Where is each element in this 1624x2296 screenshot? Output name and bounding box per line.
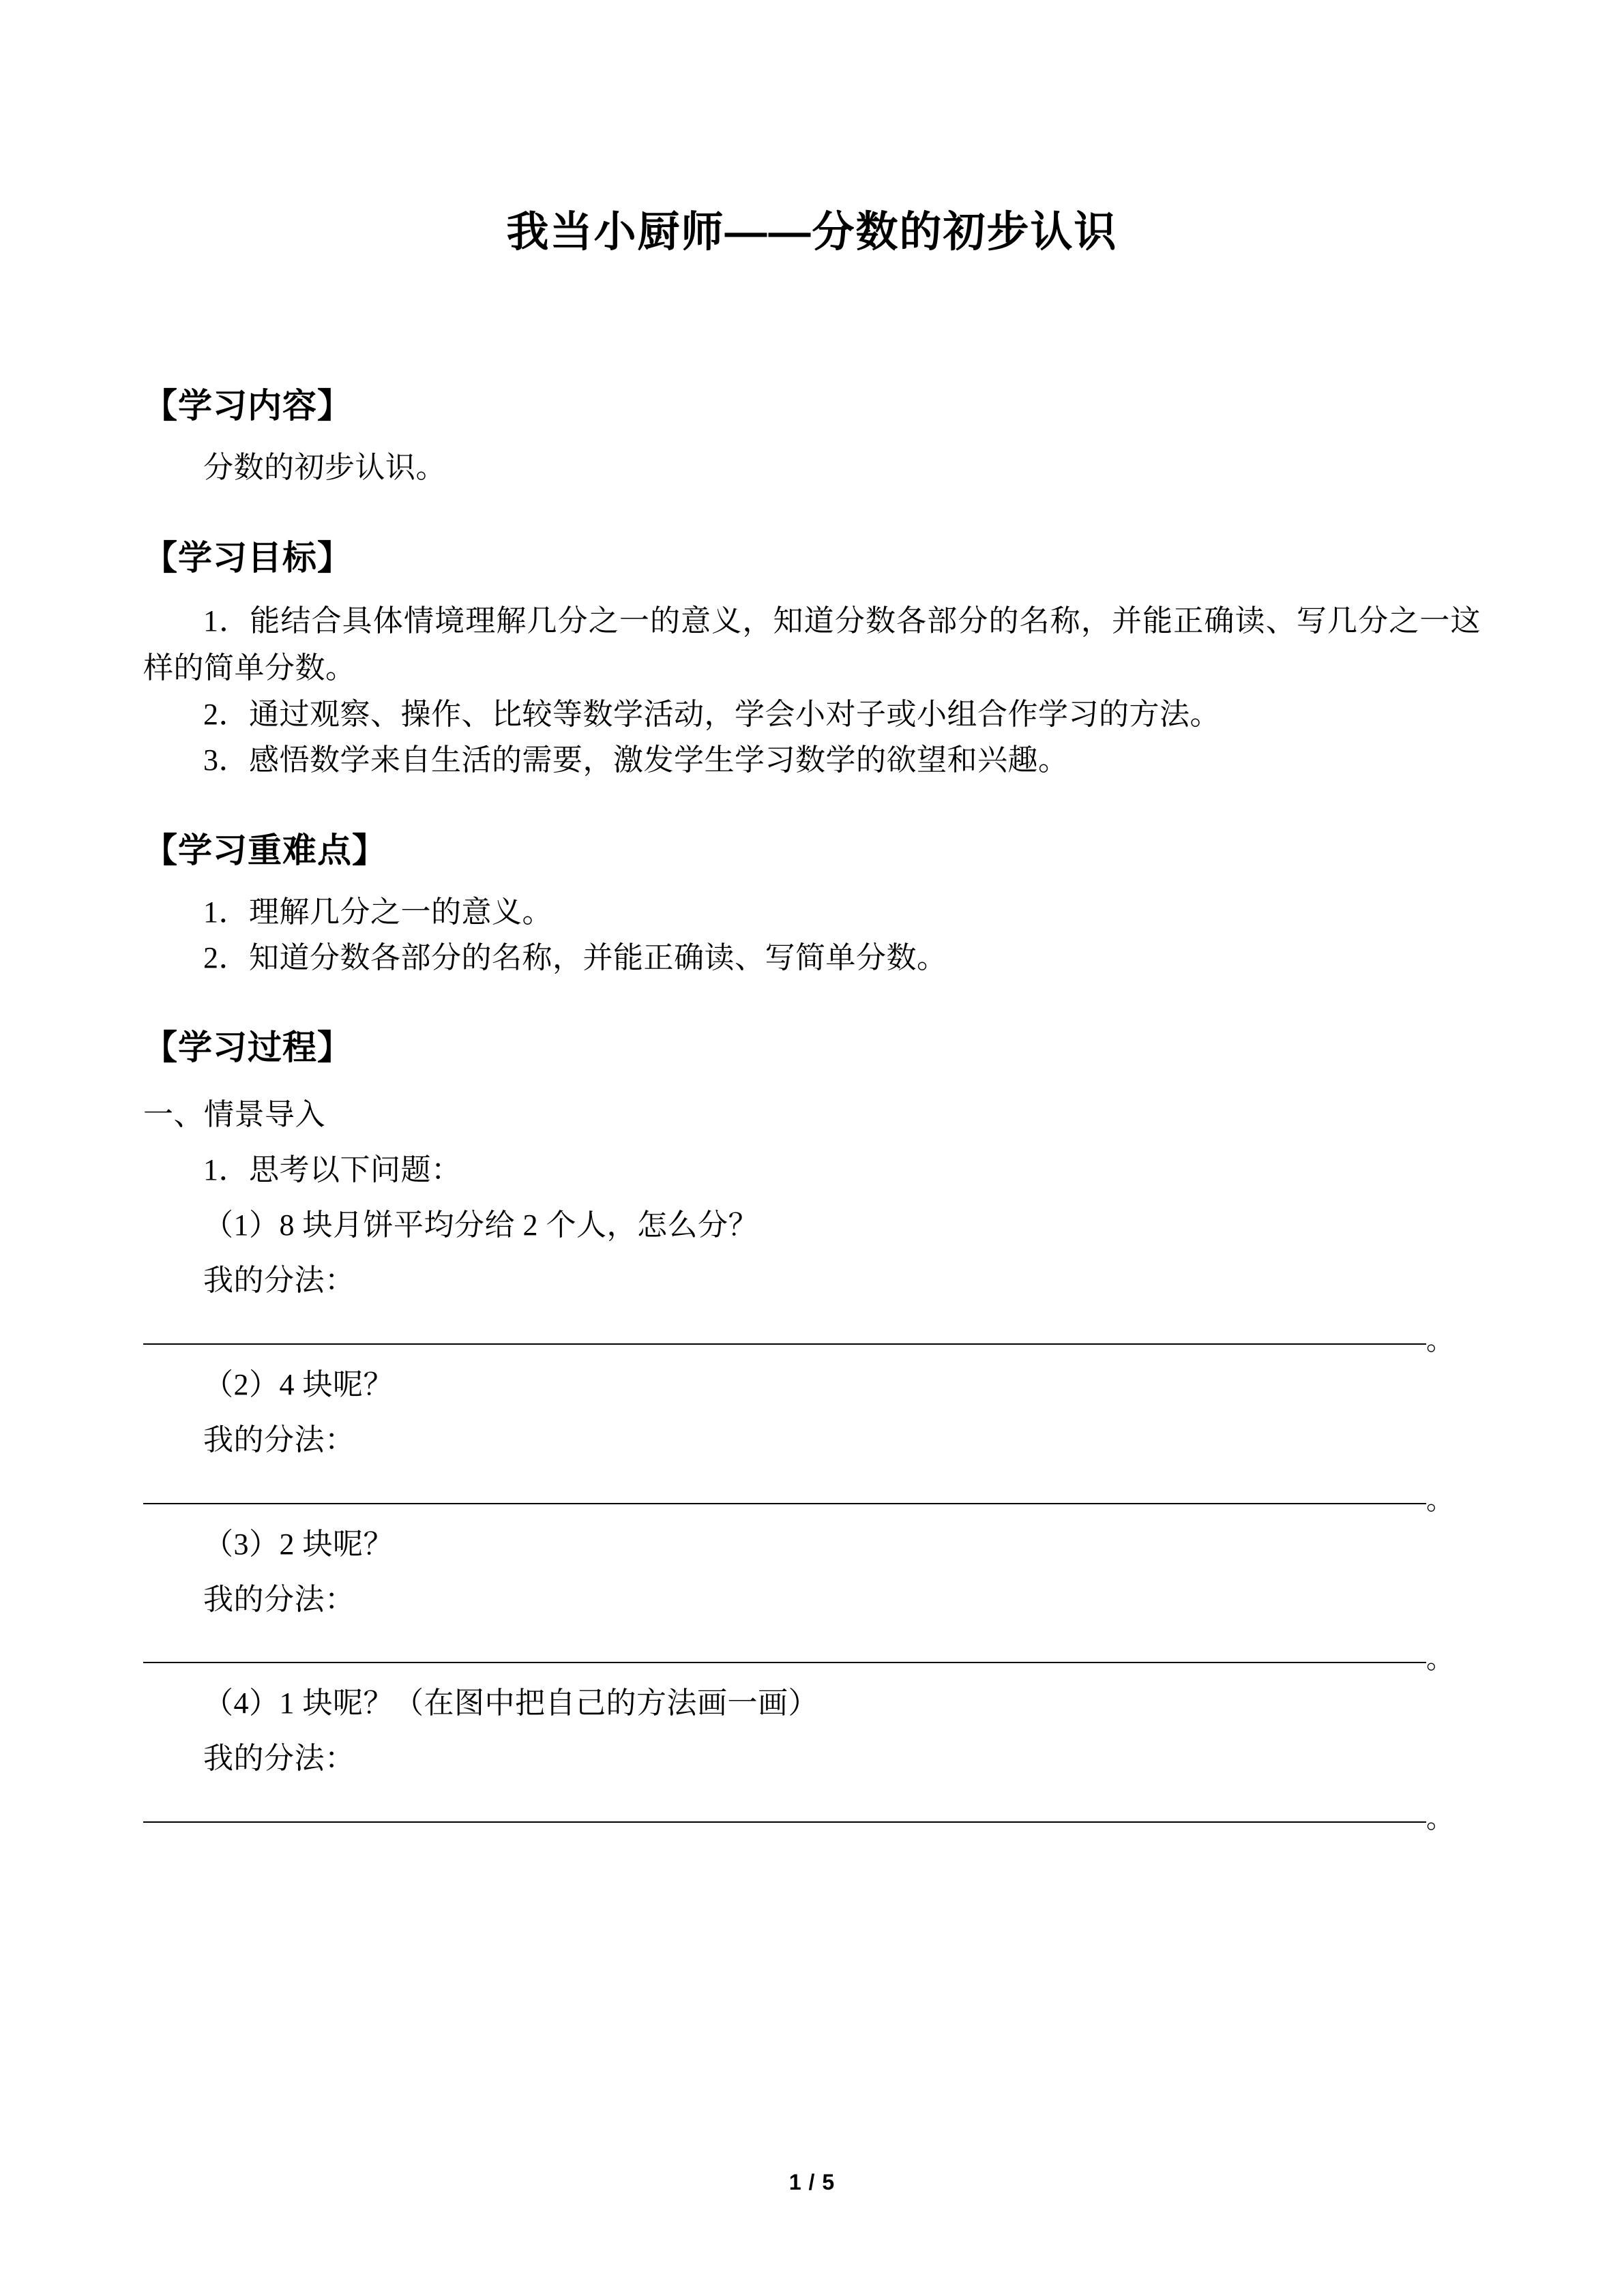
section-heading-learning-objectives: 【学习目标】	[143, 538, 352, 577]
spacer	[143, 1249, 1481, 1258]
objective-item-3: 3．感悟数学来自生活的需要，激发学生学习数学的欲望和兴趣。	[203, 743, 1069, 777]
section-heading-learning-content: 【学习内容】	[143, 387, 352, 425]
question-4-prompt: （4）1 块呢？（在图中把自己的方法画一画）	[203, 1686, 818, 1720]
keypoint-item-2: 2．知道分数各部分的名称，并能正确读、写简单分数。	[203, 940, 947, 974]
answer-rule	[143, 1343, 1426, 1345]
question-2-prompt: （2）4 块呢？	[203, 1367, 394, 1401]
answer-rule	[143, 1662, 1426, 1663]
process-step-one: 一、情景导入	[143, 1098, 325, 1132]
objective-item-1: 1．能结合具体情境理解几分之一的意义，知道分数各部分的名称，并能正确读、写几分之一这样的简单分数。	[143, 603, 1481, 685]
question-3-prompt: （3）2 块呢？	[203, 1527, 394, 1561]
question-2-answer-field[interactable]	[143, 1463, 1481, 1522]
question-1-prompt: （1）8 块月饼平均分给 2 个人，怎么分？	[203, 1208, 758, 1242]
spacer	[143, 1069, 1481, 1092]
spacer	[143, 1138, 1481, 1148]
answer-rule	[143, 1821, 1426, 1823]
page-footer: 1 / 5	[788, 2170, 836, 2194]
section-heading-key-difficulties: 【学习重难点】	[143, 831, 387, 869]
spacer	[143, 1727, 1481, 1736]
page-title: 我当小厨师——分数的初步认识	[506, 209, 1118, 256]
question-4-answer-label: 我的分法：	[203, 1742, 355, 1776]
section-heading-learning-process: 【学习过程】	[143, 1028, 352, 1067]
spacer	[143, 580, 1481, 597]
spacer	[143, 872, 1481, 890]
answer-period: 。	[1426, 1803, 1453, 1834]
answer-period: 。	[1426, 1484, 1453, 1515]
question-1-answer-field[interactable]	[143, 1304, 1481, 1362]
process-task-intro: 1．思考以下问题：	[203, 1153, 462, 1187]
keypoint-item-1: 1．理解几分之一的意义。	[203, 895, 552, 929]
answer-period: 。	[1426, 1324, 1453, 1356]
learning-content-body: 分数的初步认识。	[203, 451, 446, 484]
spacer	[143, 1408, 1481, 1418]
question-4-answer-field[interactable]	[143, 1782, 1481, 1840]
question-3-answer-field[interactable]	[143, 1622, 1481, 1681]
question-1-answer-label: 我的分法：	[203, 1264, 355, 1298]
spacer	[143, 1568, 1481, 1577]
objective-item-2: 2．通过观察、操作、比较等数学活动，学会小对子或小组合作学习的方法。	[203, 697, 1220, 731]
question-3-answer-label: 我的分法：	[203, 1582, 355, 1616]
answer-rule	[143, 1503, 1426, 1504]
spacer	[143, 1193, 1481, 1203]
answer-period: 。	[1426, 1643, 1453, 1675]
spacer	[143, 428, 1481, 445]
question-2-answer-label: 我的分法：	[203, 1422, 355, 1457]
